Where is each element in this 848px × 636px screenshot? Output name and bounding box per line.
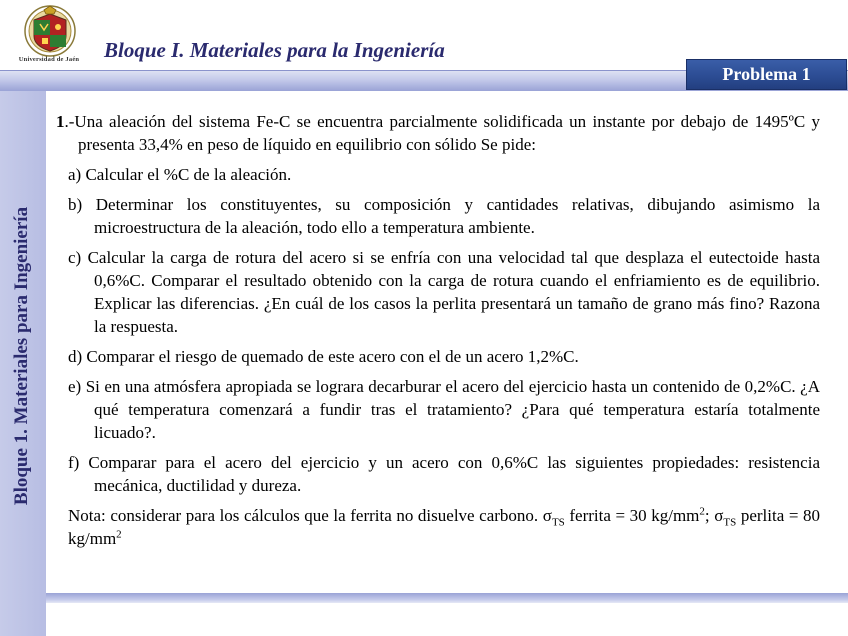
sidebar-label: Bloque 1. Materiales para Ingeniería [11, 206, 32, 506]
problem-intro-text: .-Una aleación del sistema Fe-C se encuentra parcialmente solidificada un instante por debajo de 1495ºC y presenta 33,4% en peso de líquido en equilibrio con sólido Se pide: [64, 112, 820, 154]
problem-item-a: a) Calcular el %C de la aleación. [68, 165, 292, 184]
problem-tab-label: Problema 1 [722, 64, 811, 84]
problem-item-c: c) Calcular la carga de rotura del acero si se enfría con una velocidad tal que desplaza el eutectoide hasta 0,6%C. Comparar el resultado obtenido con la carga de rotura cuando el enfriamiento es de equilibrio. Explicar las diferencias. ¿En cuál de los casos la perlita presentará un tamaño de grano más fino? Razona la respuesta. [68, 248, 820, 336]
footer-band [46, 593, 848, 603]
problem-note: Nota: considerar para los cálculos que la ferrita no disuelve carbono. $\sigma_{TS}$ ferrita = 30 $kg/mm^2$; $\sigma_{TS}$ perlita = 80 $kg/mm^2$ [68, 505, 820, 548]
problem-item-f: f) Comparar para el acero del ejercicio y un acero con 0,6%C las siguientes propiedades: resistencia mecánica, ductilidad y dureza. [68, 453, 820, 495]
problem-item-e: e) Si en una atmósfera apropiada se lograra decarburar el acero del ejercicio hasta un contenido de 0,2%C. ¿A qué temperatura comenzará a fundir tras el tratamiento? ¿Para qué temperatura estaría totalmente licuado?. [68, 377, 820, 442]
sigma-symbol: σ [714, 506, 724, 525]
problem-item-d: d) Comparar el riesgo de quemado de este acero con el de un acero 1,2%C. [68, 347, 579, 366]
page-title: Bloque I. Materiales para la Ingeniería [104, 38, 445, 62]
problem-tab [686, 59, 847, 90]
problem-statement [56, 110, 820, 550]
sigma-symbol: σ [542, 506, 552, 525]
problem-number: 1 [56, 112, 65, 131]
problem-item-b: b) Determinar los constituyentes, su composición y cantidades relativas, dibujando asimismo la microestructura de la aleación, todo ello a temperatura ambiente. [68, 195, 820, 237]
university-name: Universidad de Jaén [18, 56, 80, 63]
problem-intro [56, 110, 820, 156]
